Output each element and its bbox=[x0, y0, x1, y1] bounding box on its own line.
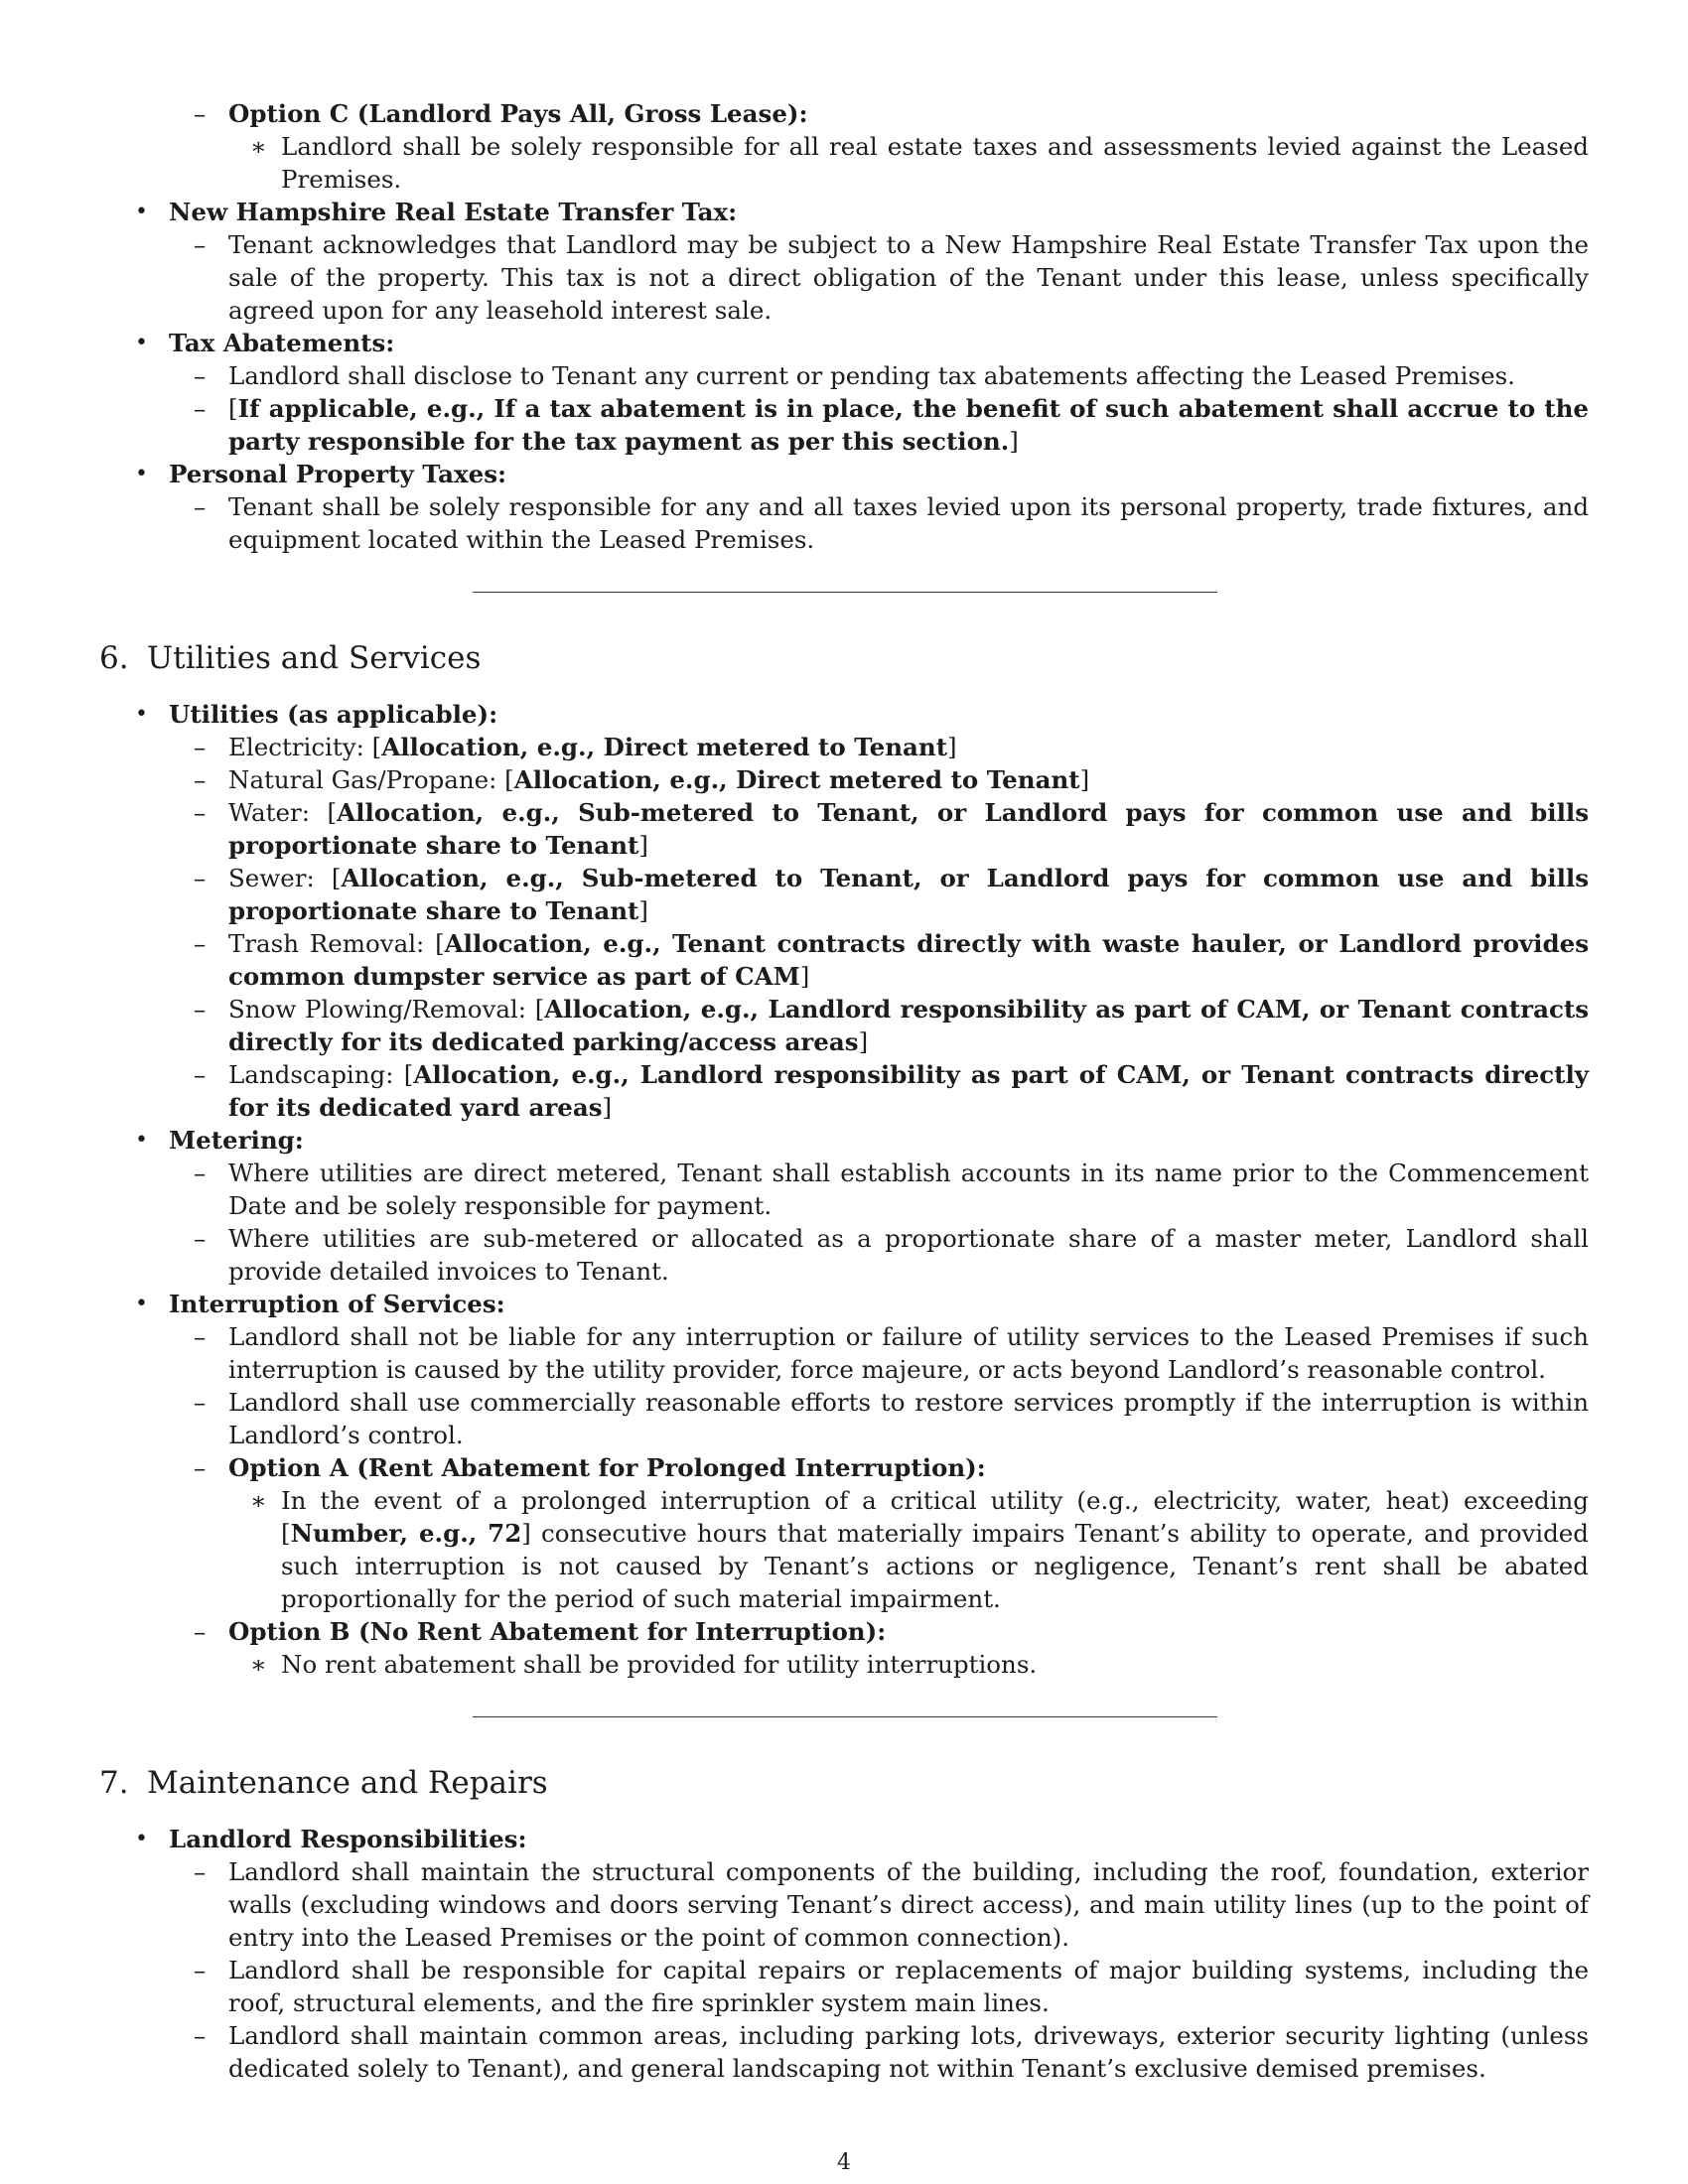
option-c-heading: – Option C (Landlord Pays All, Gross Lease): bbox=[194, 99, 808, 128]
utility-item-landscaping: – Landscaping: [Allocation, e.g., Landlord responsibility as part of CAM, or Tenant contracts directly for its dedicated yard areas] bbox=[194, 1060, 1589, 1122]
option-c-item: ∗ Landlord shall be solely responsible for all real estate taxes and assessments levied against the Leased Premises. bbox=[250, 132, 1589, 194]
utility-item-trash: – Trash Removal: [Allocation, e.g., Tenant contracts directly with waste hauler, or Landlord provides common dumpster service as part of CAM] bbox=[194, 929, 1589, 991]
page-number: 4 bbox=[837, 2150, 851, 2175]
metering-item: – Where utilities are direct metered, Tenant shall establish accounts in its name prior to the Commencement Date and be solely responsible for payment. bbox=[194, 1159, 1589, 1220]
interruption-item: – Landlord shall use commercially reasonable efforts to restore services promptly if the interruption is within Landlord’s control. bbox=[194, 1388, 1589, 1449]
tax-abatements-heading: • Tax Abatements: bbox=[135, 329, 395, 357]
metering-item: – Where utilities are sub-metered or allocated as a proportionate share of a master meter, Landlord shall provide detailed invoices to Tenant. bbox=[194, 1224, 1589, 1286]
transfer-tax-heading: • New Hampshire Real Estate Transfer Tax: bbox=[135, 198, 738, 226]
utility-item-snow: – Snow Plowing/Removal: [Allocation, e.g., Landlord responsibility as part of CAM, or Tenant contracts directly for its dedicated parking/access areas] bbox=[194, 995, 1589, 1056]
landlord-responsibilities-heading: • Landlord Responsibilities: bbox=[135, 1825, 527, 1853]
option-a-item: ∗ In the event of a prolonged interruption of a critical utility (e.g., electricity, water, heat) exceeding [Number, e.g., 72] consecutive hours that materially impairs Tenant’s ability to operate, and provided such interruption is not caused by Tenant’s actions or negligence, Tenant’s rent shall be abated proportionally for the period of such material impairment. bbox=[250, 1486, 1589, 1613]
section-heading-maintenance: 7. Maintenance and Repairs bbox=[99, 1765, 548, 1801]
option-b-heading: – Option B (No Rent Abatement for Interruption): bbox=[194, 1617, 887, 1646]
interruption-item: – Landlord shall not be liable for any interruption or failure of utility services to the Leased Premises if such interruption is caused by the utility provider, force majeure, or acts beyond Landlord’s reasonable control. bbox=[194, 1322, 1589, 1384]
landlord-responsibility-item: – Landlord shall be responsible for capital repairs or replacements of major building systems, including the roof, structural elements, and the fire sprinkler system main lines. bbox=[194, 1956, 1589, 2017]
utility-item-water: – Water: [Allocation, e.g., Sub-metered to Tenant, or Landlord pays for common use and bills proportionate share to Tenant] bbox=[194, 798, 1589, 860]
transfer-tax-item: – Tenant acknowledges that Landlord may be subject to a New Hampshire Real Estate Transfer Tax upon the sale of the property. This tax is not a direct obligation of the Tenant under this lease, unless specifically agreed upon for any leasehold interest sale. bbox=[194, 230, 1589, 325]
personal-property-heading: • Personal Property Taxes: bbox=[135, 460, 507, 488]
section-divider bbox=[473, 1716, 1217, 1717]
tax-abatements-item: – Landlord shall disclose to Tenant any current or pending tax abatements affecting the Leased Premises. bbox=[194, 361, 1515, 390]
section-heading-utilities: 6. Utilities and Services bbox=[99, 640, 482, 676]
utility-item-sewer: – Sewer: [Allocation, e.g., Sub-metered to Tenant, or Landlord pays for common use and bills proportionate share to Tenant] bbox=[194, 864, 1589, 925]
interruption-heading: • Interruption of Services: bbox=[135, 1290, 505, 1318]
utility-item-electricity: – Electricity: [Allocation, e.g., Direct metered to Tenant] bbox=[194, 733, 957, 761]
document-page bbox=[99, 97, 1589, 2085]
metering-heading: • Metering: bbox=[135, 1126, 304, 1155]
tax-abatements-placeholder: – [If applicable, e.g., If a tax abatement is in place, the benefit of such abatement shall accrue to the party responsible for the tax payment as per this section.] bbox=[194, 394, 1589, 456]
option-b-item: ∗ No rent abatement shall be provided for utility interruptions. bbox=[250, 1650, 1038, 1679]
landlord-responsibility-item: – Landlord shall maintain common areas, including parking lots, driveways, exterior security lighting (unless dedicated solely to Tenant), and general landscaping not within Tenant’s exclusive demised premises. bbox=[194, 2021, 1589, 2083]
personal-property-item: – Tenant shall be solely responsible for any and all taxes levied upon its personal property, trade fixtures, and equipment located within the Leased Premises. bbox=[194, 492, 1589, 554]
utility-item-gas: – Natural Gas/Propane: [Allocation, e.g., Direct metered to Tenant] bbox=[194, 765, 1090, 794]
section-divider bbox=[473, 592, 1217, 593]
landlord-responsibility-item: – Landlord shall maintain the structural components of the building, including the roof, foundation, exterior walls (excluding windows and doors serving Tenant’s direct access), and main utility lines (up to the point of entry into the Leased Premises or the point of common connection). bbox=[194, 1857, 1589, 1952]
option-a-heading: – Option A (Rent Abatement for Prolonged Interruption): bbox=[194, 1453, 986, 1482]
utilities-list-heading: • Utilities (as applicable): bbox=[135, 700, 498, 729]
